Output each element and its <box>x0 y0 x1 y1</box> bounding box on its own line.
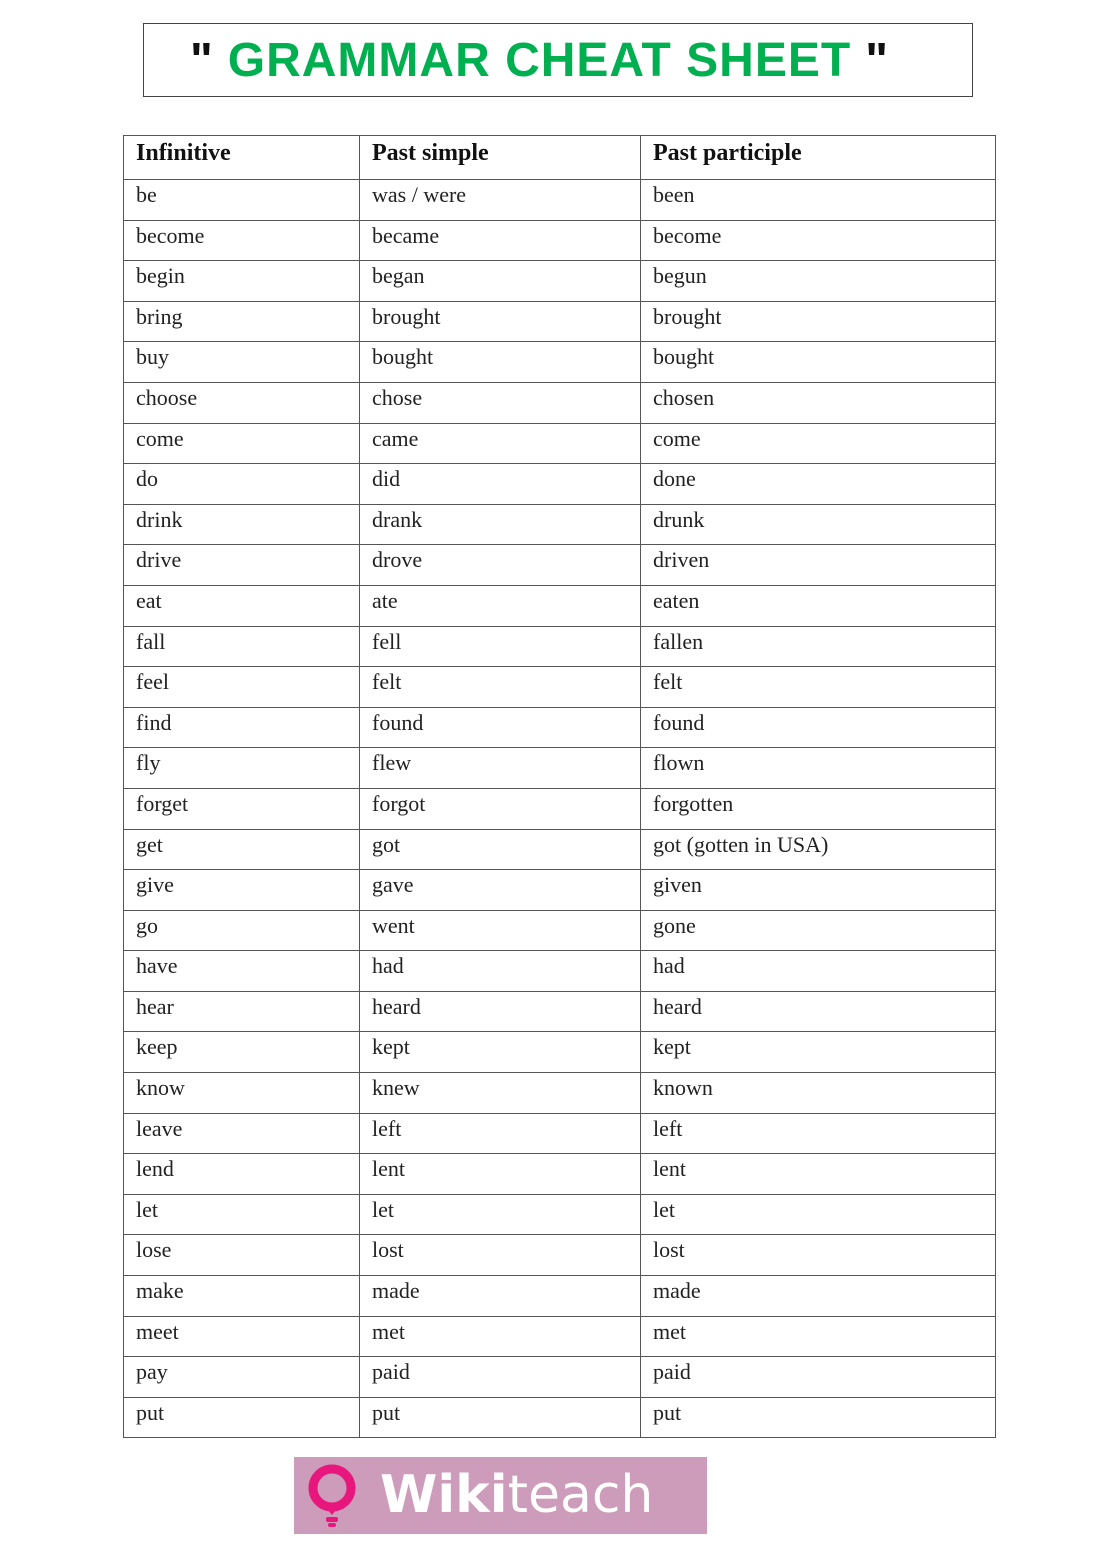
cell-past-simple: paid <box>360 1357 641 1398</box>
table-row <box>124 910 996 951</box>
cell-past-participle: begun <box>641 261 996 302</box>
logo-wiki-text: Wiki <box>380 1465 508 1525</box>
cell-past-simple: made <box>360 1276 641 1317</box>
cell-infinitive: begin <box>124 261 360 302</box>
cell-infinitive: fly <box>124 748 360 789</box>
cell-past-simple: lost <box>360 1235 641 1276</box>
cell-past-simple: brought <box>360 301 641 342</box>
cell-past-participle: chosen <box>641 382 996 423</box>
table-row <box>124 382 996 423</box>
table-row <box>124 748 996 789</box>
table-row <box>124 301 996 342</box>
cell-past-simple: lent <box>360 1154 641 1195</box>
cell-past-participle: let <box>641 1194 996 1235</box>
cell-infinitive: go <box>124 910 360 951</box>
logo-wordmark <box>380 1463 653 1527</box>
table-row <box>124 788 996 829</box>
title-close-quote: " <box>865 34 889 87</box>
table-row <box>124 342 996 383</box>
cell-past-simple: ate <box>360 585 641 626</box>
column-header-infinitive: Infinitive <box>124 136 360 180</box>
cell-past-simple: did <box>360 464 641 505</box>
cell-past-participle: had <box>641 951 996 992</box>
cell-past-participle: made <box>641 1276 996 1317</box>
cell-past-participle: got (gotten in USA) <box>641 829 996 870</box>
cell-past-simple: gave <box>360 870 641 911</box>
cell-past-simple: kept <box>360 1032 641 1073</box>
table-row <box>124 707 996 748</box>
cell-past-simple: chose <box>360 382 641 423</box>
cell-infinitive: have <box>124 951 360 992</box>
table-row <box>124 1154 996 1195</box>
cell-past-participle: bought <box>641 342 996 383</box>
logo-teach-text: teach <box>507 1465 654 1525</box>
cell-past-simple: felt <box>360 667 641 708</box>
cell-past-simple: left <box>360 1113 641 1154</box>
cell-past-simple: bought <box>360 342 641 383</box>
table-row <box>124 991 996 1032</box>
cell-infinitive: drive <box>124 545 360 586</box>
cell-past-simple: became <box>360 220 641 261</box>
cell-past-participle: been <box>641 180 996 221</box>
cell-infinitive: lose <box>124 1235 360 1276</box>
cell-past-participle: lent <box>641 1154 996 1195</box>
cell-past-simple: drove <box>360 545 641 586</box>
cell-infinitive: know <box>124 1073 360 1114</box>
cell-infinitive: put <box>124 1397 360 1438</box>
cell-past-participle: found <box>641 707 996 748</box>
cell-past-simple: was / were <box>360 180 641 221</box>
cell-past-participle: fallen <box>641 626 996 667</box>
table-row <box>124 1357 996 1398</box>
cell-infinitive: meet <box>124 1316 360 1357</box>
cell-past-participle: left <box>641 1113 996 1154</box>
cell-past-simple: drank <box>360 504 641 545</box>
cell-infinitive: feel <box>124 667 360 708</box>
table-header-row <box>124 136 996 180</box>
cell-past-participle: felt <box>641 667 996 708</box>
table-row <box>124 1194 996 1235</box>
cell-infinitive: fall <box>124 626 360 667</box>
cell-past-simple: came <box>360 423 641 464</box>
table-row <box>124 423 996 464</box>
table-row <box>124 504 996 545</box>
cell-infinitive: leave <box>124 1113 360 1154</box>
cell-past-participle: eaten <box>641 585 996 626</box>
table-row <box>124 220 996 261</box>
cell-infinitive: bring <box>124 301 360 342</box>
table-row <box>124 829 996 870</box>
page-title <box>190 33 889 89</box>
table-row <box>124 951 996 992</box>
cell-infinitive: eat <box>124 585 360 626</box>
table-row <box>124 545 996 586</box>
cell-infinitive: get <box>124 829 360 870</box>
cell-past-simple: put <box>360 1397 641 1438</box>
wikiteach-logo <box>294 1457 707 1534</box>
cell-infinitive: let <box>124 1194 360 1235</box>
cell-past-simple: began <box>360 261 641 302</box>
cell-past-simple: let <box>360 1194 641 1235</box>
cell-infinitive: make <box>124 1276 360 1317</box>
table-row <box>124 1316 996 1357</box>
cell-infinitive: buy <box>124 342 360 383</box>
table-row <box>124 464 996 505</box>
table-row <box>124 180 996 221</box>
table-row <box>124 626 996 667</box>
cell-infinitive: do <box>124 464 360 505</box>
cell-past-simple: heard <box>360 991 641 1032</box>
cell-past-simple: went <box>360 910 641 951</box>
cell-infinitive: forget <box>124 788 360 829</box>
cell-infinitive: find <box>124 707 360 748</box>
table-row <box>124 1073 996 1114</box>
cell-past-participle: met <box>641 1316 996 1357</box>
table-body <box>124 180 996 1438</box>
cell-past-simple: flew <box>360 748 641 789</box>
cell-past-participle: flown <box>641 748 996 789</box>
cell-past-participle: come <box>641 423 996 464</box>
cell-past-participle: kept <box>641 1032 996 1073</box>
table-row <box>124 870 996 911</box>
title-text: GRAMMAR CHEAT SHEET <box>227 34 852 87</box>
cell-past-simple: met <box>360 1316 641 1357</box>
table-row <box>124 1276 996 1317</box>
cell-past-simple: knew <box>360 1073 641 1114</box>
cell-infinitive: lend <box>124 1154 360 1195</box>
table-row <box>124 261 996 302</box>
cell-past-simple: found <box>360 707 641 748</box>
lightbulb-icon <box>302 1463 362 1529</box>
cell-infinitive: keep <box>124 1032 360 1073</box>
table-row <box>124 1113 996 1154</box>
cell-past-participle: done <box>641 464 996 505</box>
table-row <box>124 1397 996 1438</box>
cell-past-participle: forgotten <box>641 788 996 829</box>
cell-infinitive: drink <box>124 504 360 545</box>
cell-infinitive: come <box>124 423 360 464</box>
cell-past-participle: paid <box>641 1357 996 1398</box>
cell-infinitive: choose <box>124 382 360 423</box>
cell-infinitive: pay <box>124 1357 360 1398</box>
cell-past-participle: heard <box>641 991 996 1032</box>
title-box <box>143 23 973 97</box>
cell-past-simple: had <box>360 951 641 992</box>
table-row <box>124 1235 996 1276</box>
table-row <box>124 1032 996 1073</box>
cell-past-simple: got <box>360 829 641 870</box>
cell-past-participle: become <box>641 220 996 261</box>
cell-past-participle: drunk <box>641 504 996 545</box>
cell-past-participle: gone <box>641 910 996 951</box>
cell-past-participle: brought <box>641 301 996 342</box>
cell-past-simple: fell <box>360 626 641 667</box>
cell-past-participle: lost <box>641 1235 996 1276</box>
cell-past-participle: given <box>641 870 996 911</box>
cell-past-participle: driven <box>641 545 996 586</box>
table-row <box>124 585 996 626</box>
irregular-verbs-table <box>123 135 996 1438</box>
cell-infinitive: become <box>124 220 360 261</box>
cell-past-simple: forgot <box>360 788 641 829</box>
cell-infinitive: hear <box>124 991 360 1032</box>
title-open-quote: " <box>190 34 214 87</box>
cell-infinitive: be <box>124 180 360 221</box>
cell-past-participle: known <box>641 1073 996 1114</box>
column-header-past-simple: Past simple <box>360 136 641 180</box>
cell-past-participle: put <box>641 1397 996 1438</box>
table-row <box>124 667 996 708</box>
column-header-past-participle: Past participle <box>641 136 996 180</box>
cell-infinitive: give <box>124 870 360 911</box>
